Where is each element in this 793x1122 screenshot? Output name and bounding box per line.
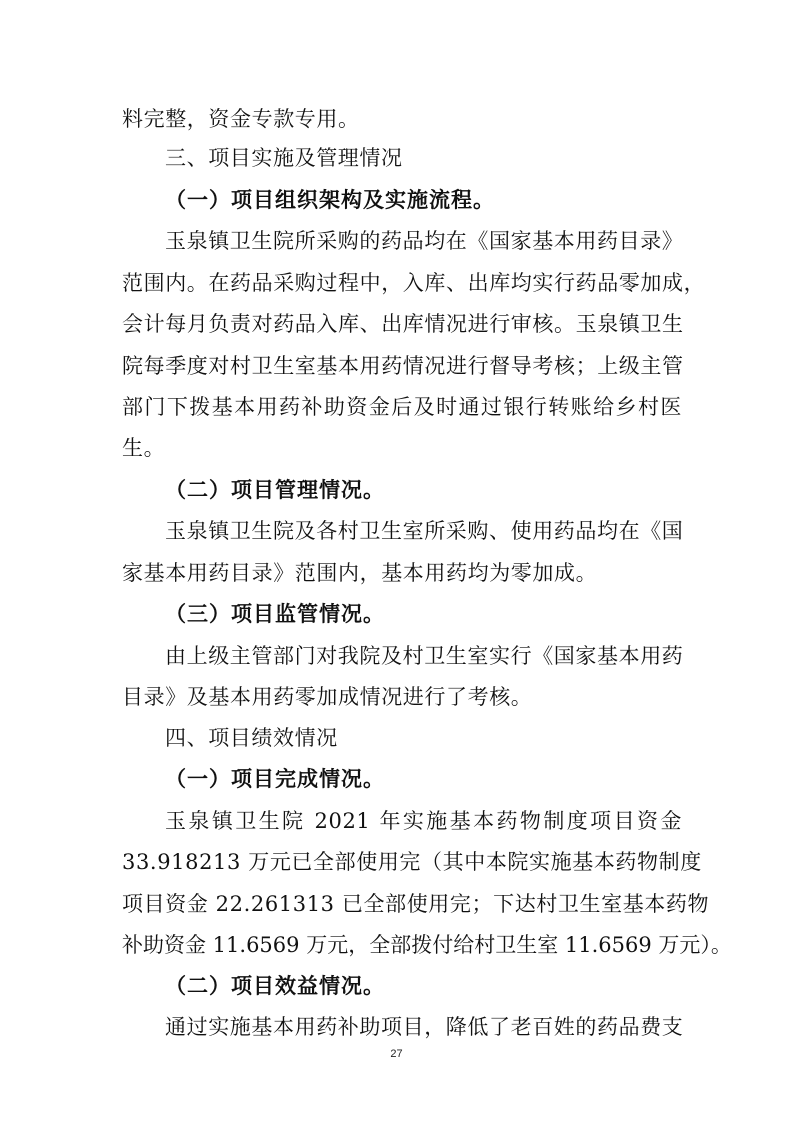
body-text-line: 33.918213 万元已全部使用完（其中本院实施基本药物制度: [122, 850, 702, 874]
body-text-line: 玉泉镇卫生院所采购的药品均在《国家基本用药目录》: [165, 229, 684, 253]
subsection-heading: （三）项目监管情况。: [165, 602, 385, 626]
section-heading-4: 四、项目绩效情况: [165, 726, 338, 750]
subsection-heading: （一）项目组织架构及实施流程。: [165, 188, 495, 212]
subsection-heading: （二）项目管理情况。: [165, 478, 385, 502]
body-text-line: 院每季度对村卫生室基本用药情况进行督导考核；上级主管: [122, 354, 684, 378]
body-text-line: 由上级主管部门对我院及村卫生室实行《国家基本用药: [165, 644, 684, 668]
body-text-line: 部门下拨基本用药补助资金后及时通过银行转账给乡村医: [122, 395, 682, 419]
body-text-line: 玉泉镇卫生院及各村卫生室所采购、使用药品均在《国: [165, 519, 684, 543]
body-text-line: 家基本用药目录》范围内，基本用药均为零加成。: [122, 561, 598, 585]
subsection-heading: （二）项目效益情况。: [165, 974, 385, 998]
body-text-line: 补助资金 11.6569 万元，全部拨付给村卫生室 11.6569 万元）。: [122, 933, 732, 957]
body-text-line: 通过实施基本用药补助项目，降低了老百姓的药品费支: [165, 1015, 684, 1039]
page-number: 27: [390, 1048, 403, 1060]
subsection-heading: （一）项目完成情况。: [165, 767, 385, 791]
body-text-line: 范围内。在药品采购过程中，入库、出库均实行药品零加成，: [122, 271, 706, 295]
body-text-line: 料完整，资金专款专用。: [122, 107, 360, 131]
body-text-line: 目录》及基本用药零加成情况进行了考核。: [122, 685, 533, 709]
body-text-line: 项目资金 22.261313 已全部使用完；下达村卫生室基本药物: [122, 892, 710, 916]
body-text-line: 玉泉镇卫生院 2021 年实施基本药物制度项目资金: [165, 809, 682, 833]
section-heading-3: 三、项目实施及管理情况: [165, 146, 403, 170]
body-text-line: 会计每月负责对药品入库、出库情况进行审核。玉泉镇卫生: [122, 312, 684, 336]
body-text-line: 生。: [122, 436, 166, 460]
